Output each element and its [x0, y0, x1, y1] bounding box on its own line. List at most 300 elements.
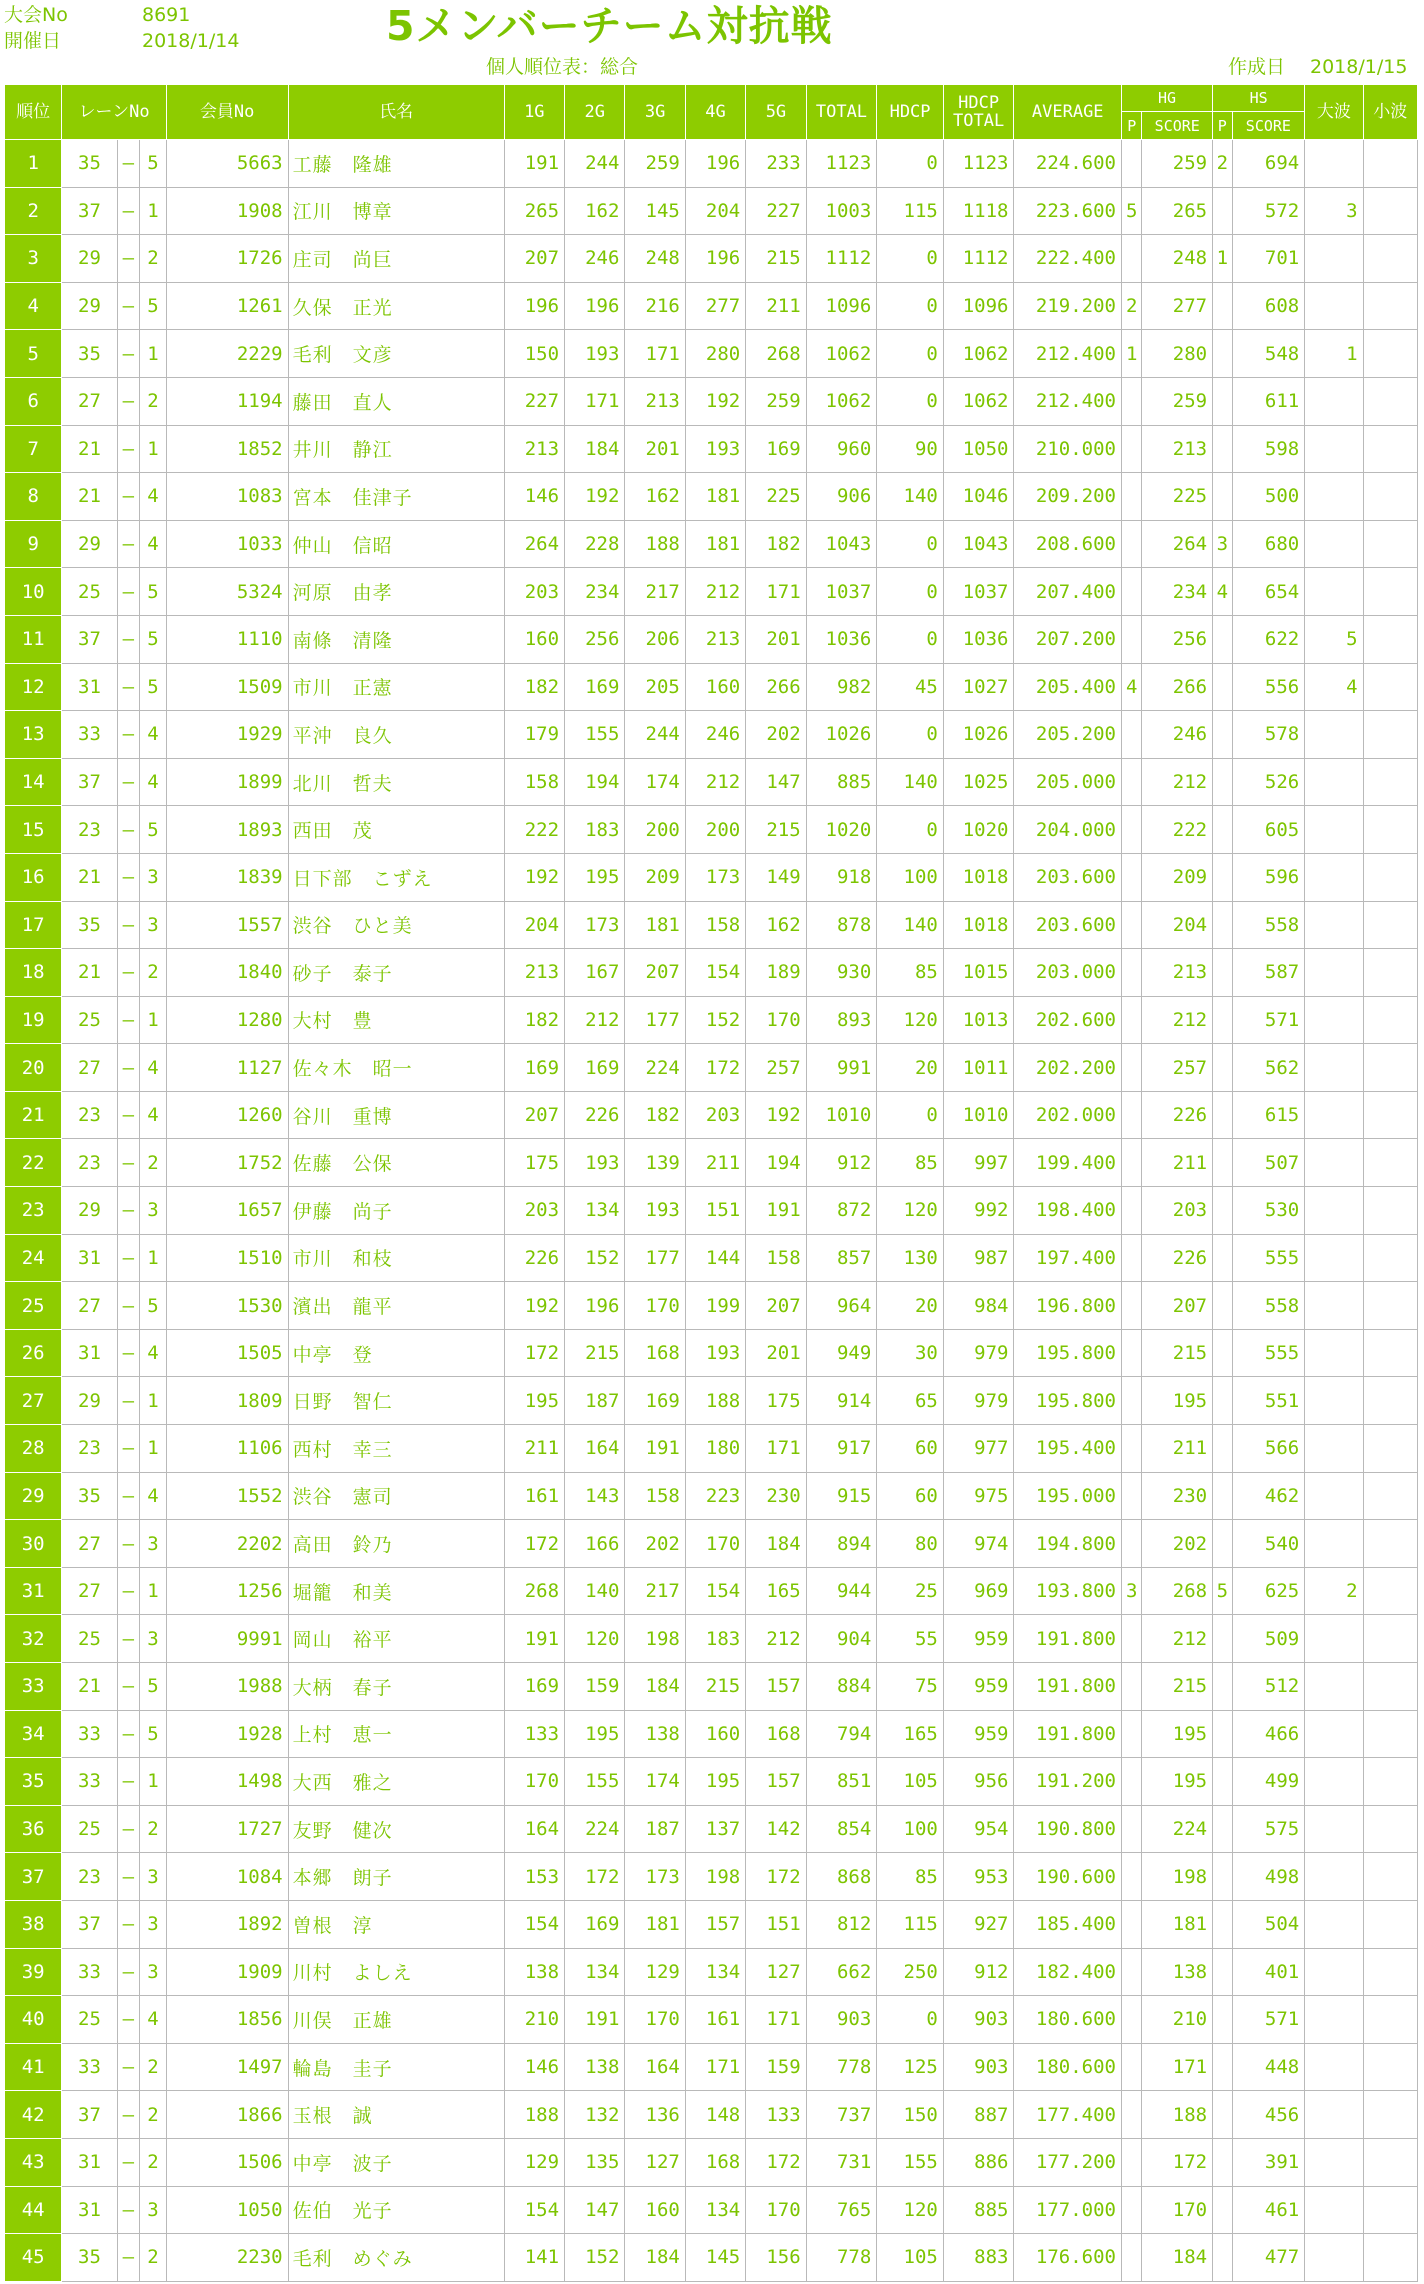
game2-cell: 228 [565, 520, 625, 568]
big-wave-cell [1305, 711, 1363, 759]
game1-cell: 210 [504, 1996, 564, 2044]
lane-cell: 29 [62, 1187, 117, 1235]
rank-cell: 17 [5, 901, 62, 949]
hs-p-cell [1213, 1329, 1232, 1377]
table-row [5, 758, 1418, 806]
lane-cell: 21 [62, 853, 117, 901]
average-cell: 191.800 [1014, 1615, 1122, 1663]
small-wave-cell [1363, 758, 1417, 806]
game4-cell: 160 [685, 663, 745, 711]
total-cell: 1112 [806, 235, 877, 283]
rank-cell: 2 [5, 187, 62, 235]
big-wave-cell [1305, 2043, 1363, 2091]
hs-score-cell: 391 [1232, 2138, 1305, 2186]
rank-cell: 27 [5, 1377, 62, 1425]
hg-p-cell [1121, 1710, 1141, 1758]
event-date: 2018/1/14 [142, 30, 240, 52]
hs-p-cell [1213, 1900, 1232, 1948]
lane-pos-cell: 4 [140, 520, 167, 568]
hg-p-cell [1121, 377, 1141, 425]
game1-cell: 191 [504, 140, 564, 188]
game5-cell: 225 [746, 473, 806, 521]
hdcp-total-cell: 927 [943, 1900, 1014, 1948]
member-no-cell: 2229 [166, 330, 288, 378]
game2-cell: 135 [565, 2138, 625, 2186]
rank-cell: 8 [5, 473, 62, 521]
report-title: 5メンバーチーム対抗戦 [386, 2, 833, 50]
game2-cell: 187 [565, 1377, 625, 1425]
small-wave-cell [1363, 1234, 1417, 1282]
game5-cell: 133 [746, 2091, 806, 2139]
hs-score-cell: 461 [1232, 2186, 1305, 2234]
lane-pos-cell: 4 [140, 473, 167, 521]
hg-score-cell: 264 [1142, 520, 1213, 568]
hdcp-total-cell: 1027 [943, 663, 1014, 711]
hg-score-cell: 195 [1142, 1758, 1213, 1806]
member-no-cell: 5663 [166, 140, 288, 188]
lane-pos-cell: 5 [140, 615, 167, 663]
member-no-cell: 2202 [166, 1520, 288, 1568]
game1-cell: 164 [504, 1805, 564, 1853]
big-wave-cell: 5 [1305, 615, 1363, 663]
total-cell: 872 [806, 1187, 877, 1235]
game5-cell: 147 [746, 758, 806, 806]
game3-cell: 217 [625, 1567, 685, 1615]
hg-score-cell: 234 [1142, 568, 1213, 616]
member-no-cell: 1909 [166, 1948, 288, 1996]
game2-cell: 195 [565, 853, 625, 901]
game5-cell: 175 [746, 1377, 806, 1425]
member-no-cell: 1657 [166, 1187, 288, 1235]
game3-cell: 174 [625, 758, 685, 806]
lane-dash: – [117, 1425, 140, 1473]
hg-p-cell [1121, 1472, 1141, 1520]
total-cell: 1003 [806, 187, 877, 235]
hs-p-cell [1213, 1187, 1232, 1235]
ranking-table [4, 84, 1418, 2282]
hs-score-cell: 562 [1232, 1044, 1305, 1092]
name-cell: 佐々木 昭一 [288, 1044, 504, 1092]
lane-dash: – [117, 1663, 140, 1711]
hdcp-cell: 250 [877, 1948, 944, 1996]
hg-p-cell [1121, 1091, 1141, 1139]
hg-score-cell: 212 [1142, 996, 1213, 1044]
lane-dash: – [117, 1282, 140, 1330]
game4-cell: 168 [685, 2138, 745, 2186]
hg-score-cell: 230 [1142, 1472, 1213, 1520]
game5-cell: 156 [746, 2234, 806, 2282]
hdcp-total-cell: 1062 [943, 377, 1014, 425]
game5-cell: 191 [746, 1187, 806, 1235]
game5-cell: 157 [746, 1758, 806, 1806]
hs-score-cell: 509 [1232, 1615, 1305, 1663]
lane-dash: – [117, 2043, 140, 2091]
hg-p-cell [1121, 949, 1141, 997]
hs-p-cell: 5 [1213, 1567, 1232, 1615]
hdcp-cell: 0 [877, 1091, 944, 1139]
rank-cell: 31 [5, 1567, 62, 1615]
game5-cell: 215 [746, 806, 806, 854]
big-wave-cell [1305, 1805, 1363, 1853]
game4-cell: 181 [685, 520, 745, 568]
lane-pos-cell: 1 [140, 1234, 167, 1282]
ranking-rows [5, 140, 1418, 2282]
game2-cell: 169 [565, 1044, 625, 1092]
hdcp-total-cell: 1011 [943, 1044, 1014, 1092]
hdcp-total-cell: 1046 [943, 473, 1014, 521]
lane-pos-cell: 2 [140, 2043, 167, 2091]
hdcp-total-cell: 903 [943, 1996, 1014, 2044]
hg-p-cell: 3 [1121, 1567, 1141, 1615]
member-no-cell: 1839 [166, 853, 288, 901]
hg-score-cell: 203 [1142, 1187, 1213, 1235]
lane-pos-cell: 1 [140, 996, 167, 1044]
hdcp-cell: 65 [877, 1377, 944, 1425]
big-wave-cell [1305, 1234, 1363, 1282]
game5-cell: 171 [746, 1996, 806, 2044]
hs-score-cell: 615 [1232, 1091, 1305, 1139]
small-wave-cell [1363, 140, 1417, 188]
lane-pos-cell: 5 [140, 568, 167, 616]
game2-cell: 152 [565, 1234, 625, 1282]
game3-cell: 164 [625, 2043, 685, 2091]
game2-cell: 212 [565, 996, 625, 1044]
header-row [5, 85, 1418, 112]
hg-score-cell: 277 [1142, 282, 1213, 330]
hg-p-cell [1121, 473, 1141, 521]
hdcp-cell: 0 [877, 1996, 944, 2044]
lane-cell: 37 [62, 758, 117, 806]
big-wave-cell [1305, 425, 1363, 473]
game4-cell: 213 [685, 615, 745, 663]
hdcp-total-cell: 883 [943, 2234, 1014, 2282]
hs-p-cell [1213, 806, 1232, 854]
big-wave-cell [1305, 140, 1363, 188]
hg-p-cell [1121, 1520, 1141, 1568]
game4-cell: 277 [685, 282, 745, 330]
lane-dash: – [117, 1900, 140, 1948]
lane-dash: – [117, 663, 140, 711]
hs-score-cell: 654 [1232, 568, 1305, 616]
game4-cell: 223 [685, 1472, 745, 1520]
hs-score-cell: 701 [1232, 235, 1305, 283]
game1-cell: 182 [504, 996, 564, 1044]
rank-cell: 33 [5, 1663, 62, 1711]
game3-cell: 173 [625, 1853, 685, 1901]
hs-score-cell: 401 [1232, 1948, 1305, 1996]
game3-cell: 200 [625, 806, 685, 854]
lane-pos-cell: 4 [140, 711, 167, 759]
small-wave-cell [1363, 1520, 1417, 1568]
game1-cell: 146 [504, 473, 564, 521]
game3-cell: 207 [625, 949, 685, 997]
hdcp-cell: 0 [877, 520, 944, 568]
hdcp-total-cell: 956 [943, 1758, 1014, 1806]
average-cell: 209.200 [1014, 473, 1122, 521]
game2-cell: 134 [565, 1948, 625, 1996]
lane-cell: 33 [62, 1948, 117, 1996]
name-cell: 大柄 春子 [288, 1663, 504, 1711]
big-wave-cell [1305, 758, 1363, 806]
game4-cell: 173 [685, 853, 745, 901]
game2-cell: 152 [565, 2234, 625, 2282]
hs-score-cell: 556 [1232, 663, 1305, 711]
table-row [5, 1758, 1418, 1806]
game2-cell: 194 [565, 758, 625, 806]
average-cell: 207.400 [1014, 568, 1122, 616]
lane-cell: 23 [62, 1139, 117, 1187]
hdcp-total-cell: 1118 [943, 187, 1014, 235]
hdcp-total-cell: 969 [943, 1567, 1014, 1615]
col-g4: 4G [685, 85, 745, 140]
game3-cell: 259 [625, 140, 685, 188]
small-wave-cell [1363, 1615, 1417, 1663]
big-wave-cell [1305, 2186, 1363, 2234]
meet-no: 8691 [142, 4, 191, 26]
game4-cell: 134 [685, 2186, 745, 2234]
game5-cell: 172 [746, 1853, 806, 1901]
game3-cell: 129 [625, 1948, 685, 1996]
game3-cell: 216 [625, 282, 685, 330]
hs-score-cell: 448 [1232, 2043, 1305, 2091]
hdcp-cell: 130 [877, 1234, 944, 1282]
game1-cell: 222 [504, 806, 564, 854]
game3-cell: 169 [625, 1377, 685, 1425]
total-cell: 885 [806, 758, 877, 806]
table-row [5, 1091, 1418, 1139]
big-wave-cell [1305, 1044, 1363, 1092]
lane-pos-cell: 3 [140, 2186, 167, 2234]
lane-pos-cell: 1 [140, 1377, 167, 1425]
game5-cell: 142 [746, 1805, 806, 1853]
rank-cell: 6 [5, 377, 62, 425]
col-hdcp: HDCP [877, 85, 944, 140]
hg-p-cell [1121, 2138, 1141, 2186]
name-cell: 川俣 正雄 [288, 1996, 504, 2044]
hg-score-cell: 266 [1142, 663, 1213, 711]
game3-cell: 162 [625, 473, 685, 521]
game4-cell: 161 [685, 1996, 745, 2044]
game4-cell: 180 [685, 1425, 745, 1473]
hg-score-cell: 170 [1142, 2186, 1213, 2234]
game5-cell: 165 [746, 1567, 806, 1615]
report-subtitle: 個人順位表：総合 [486, 56, 639, 78]
table-row [5, 1425, 1418, 1473]
game3-cell: 127 [625, 2138, 685, 2186]
member-no-cell: 1928 [166, 1710, 288, 1758]
hg-score-cell: 171 [1142, 2043, 1213, 2091]
game2-cell: 164 [565, 1425, 625, 1473]
total-cell: 1010 [806, 1091, 877, 1139]
name-cell: 庄司 尚巨 [288, 235, 504, 283]
small-wave-cell [1363, 2234, 1417, 2282]
game4-cell: 280 [685, 330, 745, 378]
hs-score-cell: 512 [1232, 1663, 1305, 1711]
hdcp-cell: 60 [877, 1472, 944, 1520]
hs-score-cell: 462 [1232, 1472, 1305, 1520]
game5-cell: 194 [746, 1139, 806, 1187]
average-cell: 195.800 [1014, 1377, 1122, 1425]
name-cell: 市川 和枝 [288, 1234, 504, 1282]
hg-p-cell [1121, 2186, 1141, 2234]
game2-cell: 193 [565, 1139, 625, 1187]
game4-cell: 192 [685, 377, 745, 425]
hg-score-cell: 226 [1142, 1234, 1213, 1282]
game2-cell: 196 [565, 282, 625, 330]
rank-cell: 3 [5, 235, 62, 283]
game2-cell: 169 [565, 663, 625, 711]
name-cell: 毛利 めぐみ [288, 2234, 504, 2282]
game4-cell: 188 [685, 1377, 745, 1425]
hg-p-cell [1121, 1425, 1141, 1473]
member-no-cell: 1840 [166, 949, 288, 997]
table-row [5, 235, 1418, 283]
member-no-cell: 1260 [166, 1091, 288, 1139]
hg-score-cell: 226 [1142, 1091, 1213, 1139]
table-row [5, 996, 1418, 1044]
hs-p-cell [1213, 187, 1232, 235]
table-row [5, 377, 1418, 425]
game3-cell: 139 [625, 1139, 685, 1187]
small-wave-cell [1363, 1996, 1417, 2044]
hdcp-cell: 150 [877, 2091, 944, 2139]
member-no-cell: 1033 [166, 520, 288, 568]
hs-score-cell: 598 [1232, 425, 1305, 473]
game2-cell: 134 [565, 1187, 625, 1235]
game3-cell: 138 [625, 1710, 685, 1758]
lane-cell: 29 [62, 1377, 117, 1425]
hdcp-total-cell: 1025 [943, 758, 1014, 806]
hdcp-total-cell: 885 [943, 2186, 1014, 2234]
hg-score-cell: 259 [1142, 140, 1213, 188]
game4-cell: 158 [685, 901, 745, 949]
hg-p-cell [1121, 1853, 1141, 1901]
total-cell: 915 [806, 1472, 877, 1520]
hs-p-cell [1213, 1948, 1232, 1996]
lane-dash: – [117, 1187, 140, 1235]
average-cell: 177.000 [1014, 2186, 1122, 2234]
average-cell: 210.000 [1014, 425, 1122, 473]
name-cell: 市川 正憲 [288, 663, 504, 711]
hs-p-cell [1213, 1377, 1232, 1425]
hdcp-total-cell: 974 [943, 1520, 1014, 1568]
member-no-cell: 1505 [166, 1329, 288, 1377]
game2-cell: 224 [565, 1805, 625, 1853]
hg-score-cell: 257 [1142, 1044, 1213, 1092]
total-cell: 1096 [806, 282, 877, 330]
rank-cell: 11 [5, 615, 62, 663]
hdcp-total-cell: 975 [943, 1472, 1014, 1520]
hs-p-cell [1213, 1044, 1232, 1092]
game1-cell: 154 [504, 1900, 564, 1948]
lane-cell: 27 [62, 1282, 117, 1330]
lane-cell: 35 [62, 2234, 117, 2282]
col-g1: 1G [504, 85, 564, 140]
hdcp-cell: 125 [877, 2043, 944, 2091]
lane-pos-cell: 2 [140, 377, 167, 425]
game1-cell: 133 [504, 1710, 564, 1758]
lane-cell: 29 [62, 282, 117, 330]
hg-p-cell: 1 [1121, 330, 1141, 378]
total-cell: 778 [806, 2234, 877, 2282]
small-wave-cell [1363, 2138, 1417, 2186]
hg-score-cell: 211 [1142, 1425, 1213, 1473]
hg-score-cell: 268 [1142, 1567, 1213, 1615]
hg-p-cell [1121, 568, 1141, 616]
lane-dash: – [117, 282, 140, 330]
big-wave-cell [1305, 2234, 1363, 2282]
average-cell: 205.400 [1014, 663, 1122, 711]
game5-cell: 201 [746, 615, 806, 663]
lane-cell: 31 [62, 2186, 117, 2234]
hdcp-cell: 85 [877, 1853, 944, 1901]
big-wave-cell [1305, 568, 1363, 616]
member-no-cell: 1497 [166, 2043, 288, 2091]
game3-cell: 202 [625, 1520, 685, 1568]
lane-cell: 33 [62, 1758, 117, 1806]
member-no-cell: 1988 [166, 1663, 288, 1711]
game1-cell: 146 [504, 2043, 564, 2091]
game4-cell: 199 [685, 1282, 745, 1330]
game1-cell: 265 [504, 187, 564, 235]
hg-p-cell [1121, 853, 1141, 901]
meet-no-label: 大会No [4, 4, 68, 26]
game4-cell: 160 [685, 1710, 745, 1758]
average-cell: 193.800 [1014, 1567, 1122, 1615]
lane-cell: 37 [62, 2091, 117, 2139]
hdcp-cell: 140 [877, 758, 944, 806]
lane-pos-cell: 4 [140, 758, 167, 806]
game3-cell: 213 [625, 377, 685, 425]
lane-dash: – [117, 140, 140, 188]
game3-cell: 181 [625, 1900, 685, 1948]
hdcp-total-cell: 1013 [943, 996, 1014, 1044]
hdcp-total-cell: 1123 [943, 140, 1014, 188]
total-cell: 960 [806, 425, 877, 473]
rank-cell: 14 [5, 758, 62, 806]
big-wave-cell [1305, 1615, 1363, 1663]
member-no-cell: 1084 [166, 1853, 288, 1901]
hg-p-cell [1121, 901, 1141, 949]
hg-score-cell: 198 [1142, 1853, 1213, 1901]
game1-cell: 160 [504, 615, 564, 663]
game4-cell: 152 [685, 996, 745, 1044]
big-wave-cell: 4 [1305, 663, 1363, 711]
table-row [5, 2091, 1418, 2139]
table-row [5, 806, 1418, 854]
hg-score-cell: 224 [1142, 1805, 1213, 1853]
total-cell: 851 [806, 1758, 877, 1806]
small-wave-cell [1363, 2043, 1417, 2091]
table-row [5, 663, 1418, 711]
table-row [5, 520, 1418, 568]
hs-p-cell [1213, 1139, 1232, 1187]
hdcp-total-cell: 954 [943, 1805, 1014, 1853]
hg-score-cell: 195 [1142, 1377, 1213, 1425]
game1-cell: 203 [504, 1187, 564, 1235]
game2-cell: 159 [565, 1663, 625, 1711]
rank-cell: 15 [5, 806, 62, 854]
game5-cell: 170 [746, 2186, 806, 2234]
average-cell: 208.600 [1014, 520, 1122, 568]
hdcp-total-cell: 1050 [943, 425, 1014, 473]
table-row [5, 187, 1418, 235]
rank-cell: 24 [5, 1234, 62, 1282]
member-no-cell: 1852 [166, 425, 288, 473]
small-wave-cell [1363, 1425, 1417, 1473]
rank-cell: 22 [5, 1139, 62, 1187]
game2-cell: 162 [565, 187, 625, 235]
